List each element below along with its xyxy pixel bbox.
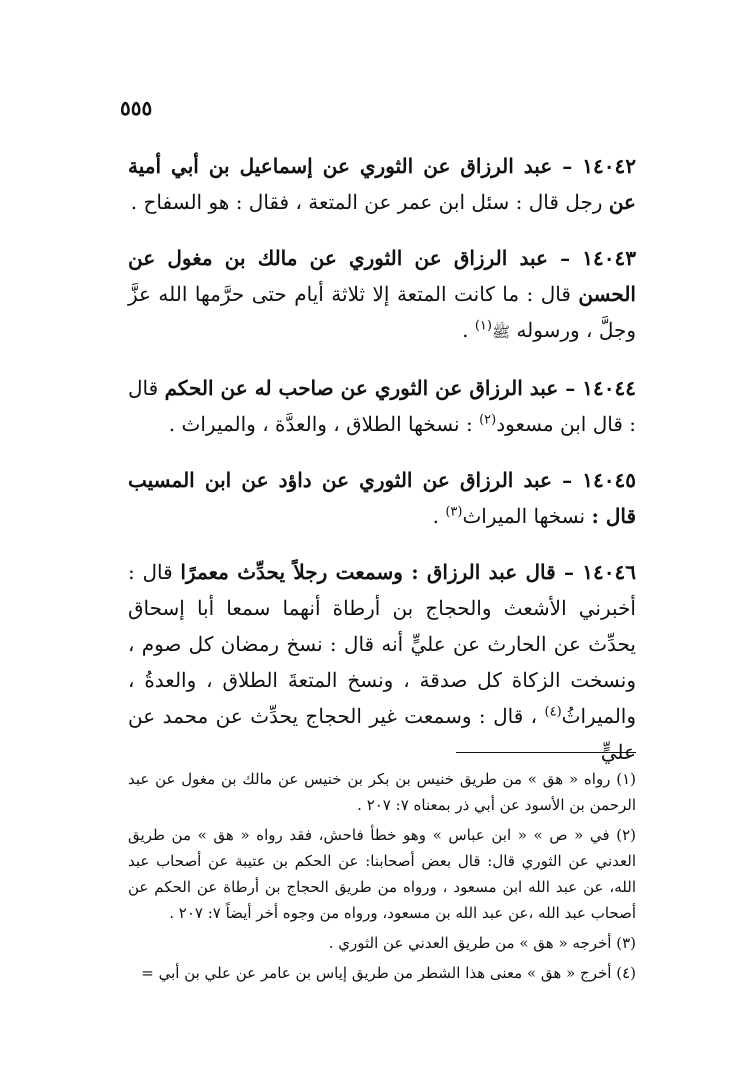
main-text bbox=[128, 148, 636, 790]
entry-body: قال : قال ابن مسعود bbox=[128, 376, 636, 436]
footnote-2: (٢) في « ص » « ابن عباس » وهو خطأ فاحش، فقد رواه « هق » من طريق العدني عن الثوري قال: قال بعض أصحابنا: عن الحكم بن عتيبة عن أصحاب عبد الله، عن عبد الله ابن مسعود ، ورواه من طريق الحجاج بن أرطاة عن الحكم عن أصحاب عبد الله ،عن عبد الله بن مسعود، ورواه من وجوه أخر أيضاً ٧: ٢٠٧ . bbox=[128, 826, 636, 922]
hadith-entry-14043 bbox=[128, 240, 636, 350]
entry-body: نسخها الميراث bbox=[462, 504, 586, 528]
page-number: ٥٥٥ bbox=[120, 96, 153, 120]
entry-body: رجل قال : سئل ابن عمر عن المتعة ، فقال : هو السفاح . bbox=[130, 190, 603, 214]
entry-tail: . bbox=[432, 504, 446, 528]
hadith-entry-14046 bbox=[128, 554, 636, 770]
hadith-entry-14045 bbox=[128, 462, 636, 534]
entry-tail: . bbox=[462, 318, 475, 342]
footnote-ref: (٣) bbox=[445, 504, 463, 520]
entry-lead: ١٤٠٤٢ – عبد الرزاق عن الثوري عن إسماعيل بن أبي أمية عن bbox=[128, 154, 636, 214]
entry-body: قال : أخبرني الأشعث والحجاج بن أرطاة أنهما سمعا أبا إسحاق يحدِّث عن الحارث عن عليٍّ أنه قال : نسخ رمضان كل صوم ، ونسخت الزكاة كل صدقة ، ونسخ المتعةَ الطلاق ، والعدةُ ، والميراثُ bbox=[128, 560, 636, 728]
footnotes bbox=[128, 766, 636, 990]
footnote-4: (٤) أخرج « هق » معنى هذا الشطر من طريق إياس بن عامر عن علي بن أبي = bbox=[141, 964, 636, 982]
entry-tail: : نسخها الطلاق ، والعدَّة ، والميراث . bbox=[168, 412, 480, 436]
hadith-entry-14042 bbox=[128, 148, 636, 220]
entry-lead: ١٤٠٤٤ – عبد الرزاق عن الثوري عن صاحب له عن الحكم bbox=[164, 376, 636, 400]
footnote-ref: (١) bbox=[474, 318, 492, 334]
footnote-1: (١) رواه « هق » من طريق خنيس بن بكر بن خنيس عن مالك بن مغول عن عبد الرحمن بن الأسود عن أبي ذر بمعناه ٧: ٢٠٧ . bbox=[128, 770, 636, 814]
footnote-divider bbox=[456, 752, 636, 753]
entry-body: قال : ما كانت المتعة إلا ثلاثة أيام حتى حرَّمها الله عزَّ وجلَّ ، ورسوله bbox=[128, 282, 636, 342]
footnote-3: (٣) أخرجه « هق » من طريق العدني عن الثوري . bbox=[328, 934, 636, 952]
entry-lead: ١٤٠٤٥ – عبد الرزاق عن الثوري عن داؤد عن ابن المسيب قال : bbox=[128, 468, 636, 528]
entry-tail: ، قال : وسمعت غير الحجاج يحدِّث عن محمد عن عليٍّ bbox=[128, 704, 636, 764]
hadith-entry-14044 bbox=[128, 370, 636, 442]
entry-lead: ١٤٠٤٦ – قال عبد الرزاق : وسمعت رجلاً يحدِّث معمرًا bbox=[180, 560, 636, 584]
footnote-ref: (٤) bbox=[544, 704, 562, 720]
footnote-ref: (٢) bbox=[479, 412, 497, 428]
entry-lead: ١٤٠٤٣ – عبد الرزاق عن الثوري عن مالك بن مغول عن الحسن bbox=[128, 246, 636, 306]
salutation-glyph: ﷺ bbox=[491, 323, 511, 341]
